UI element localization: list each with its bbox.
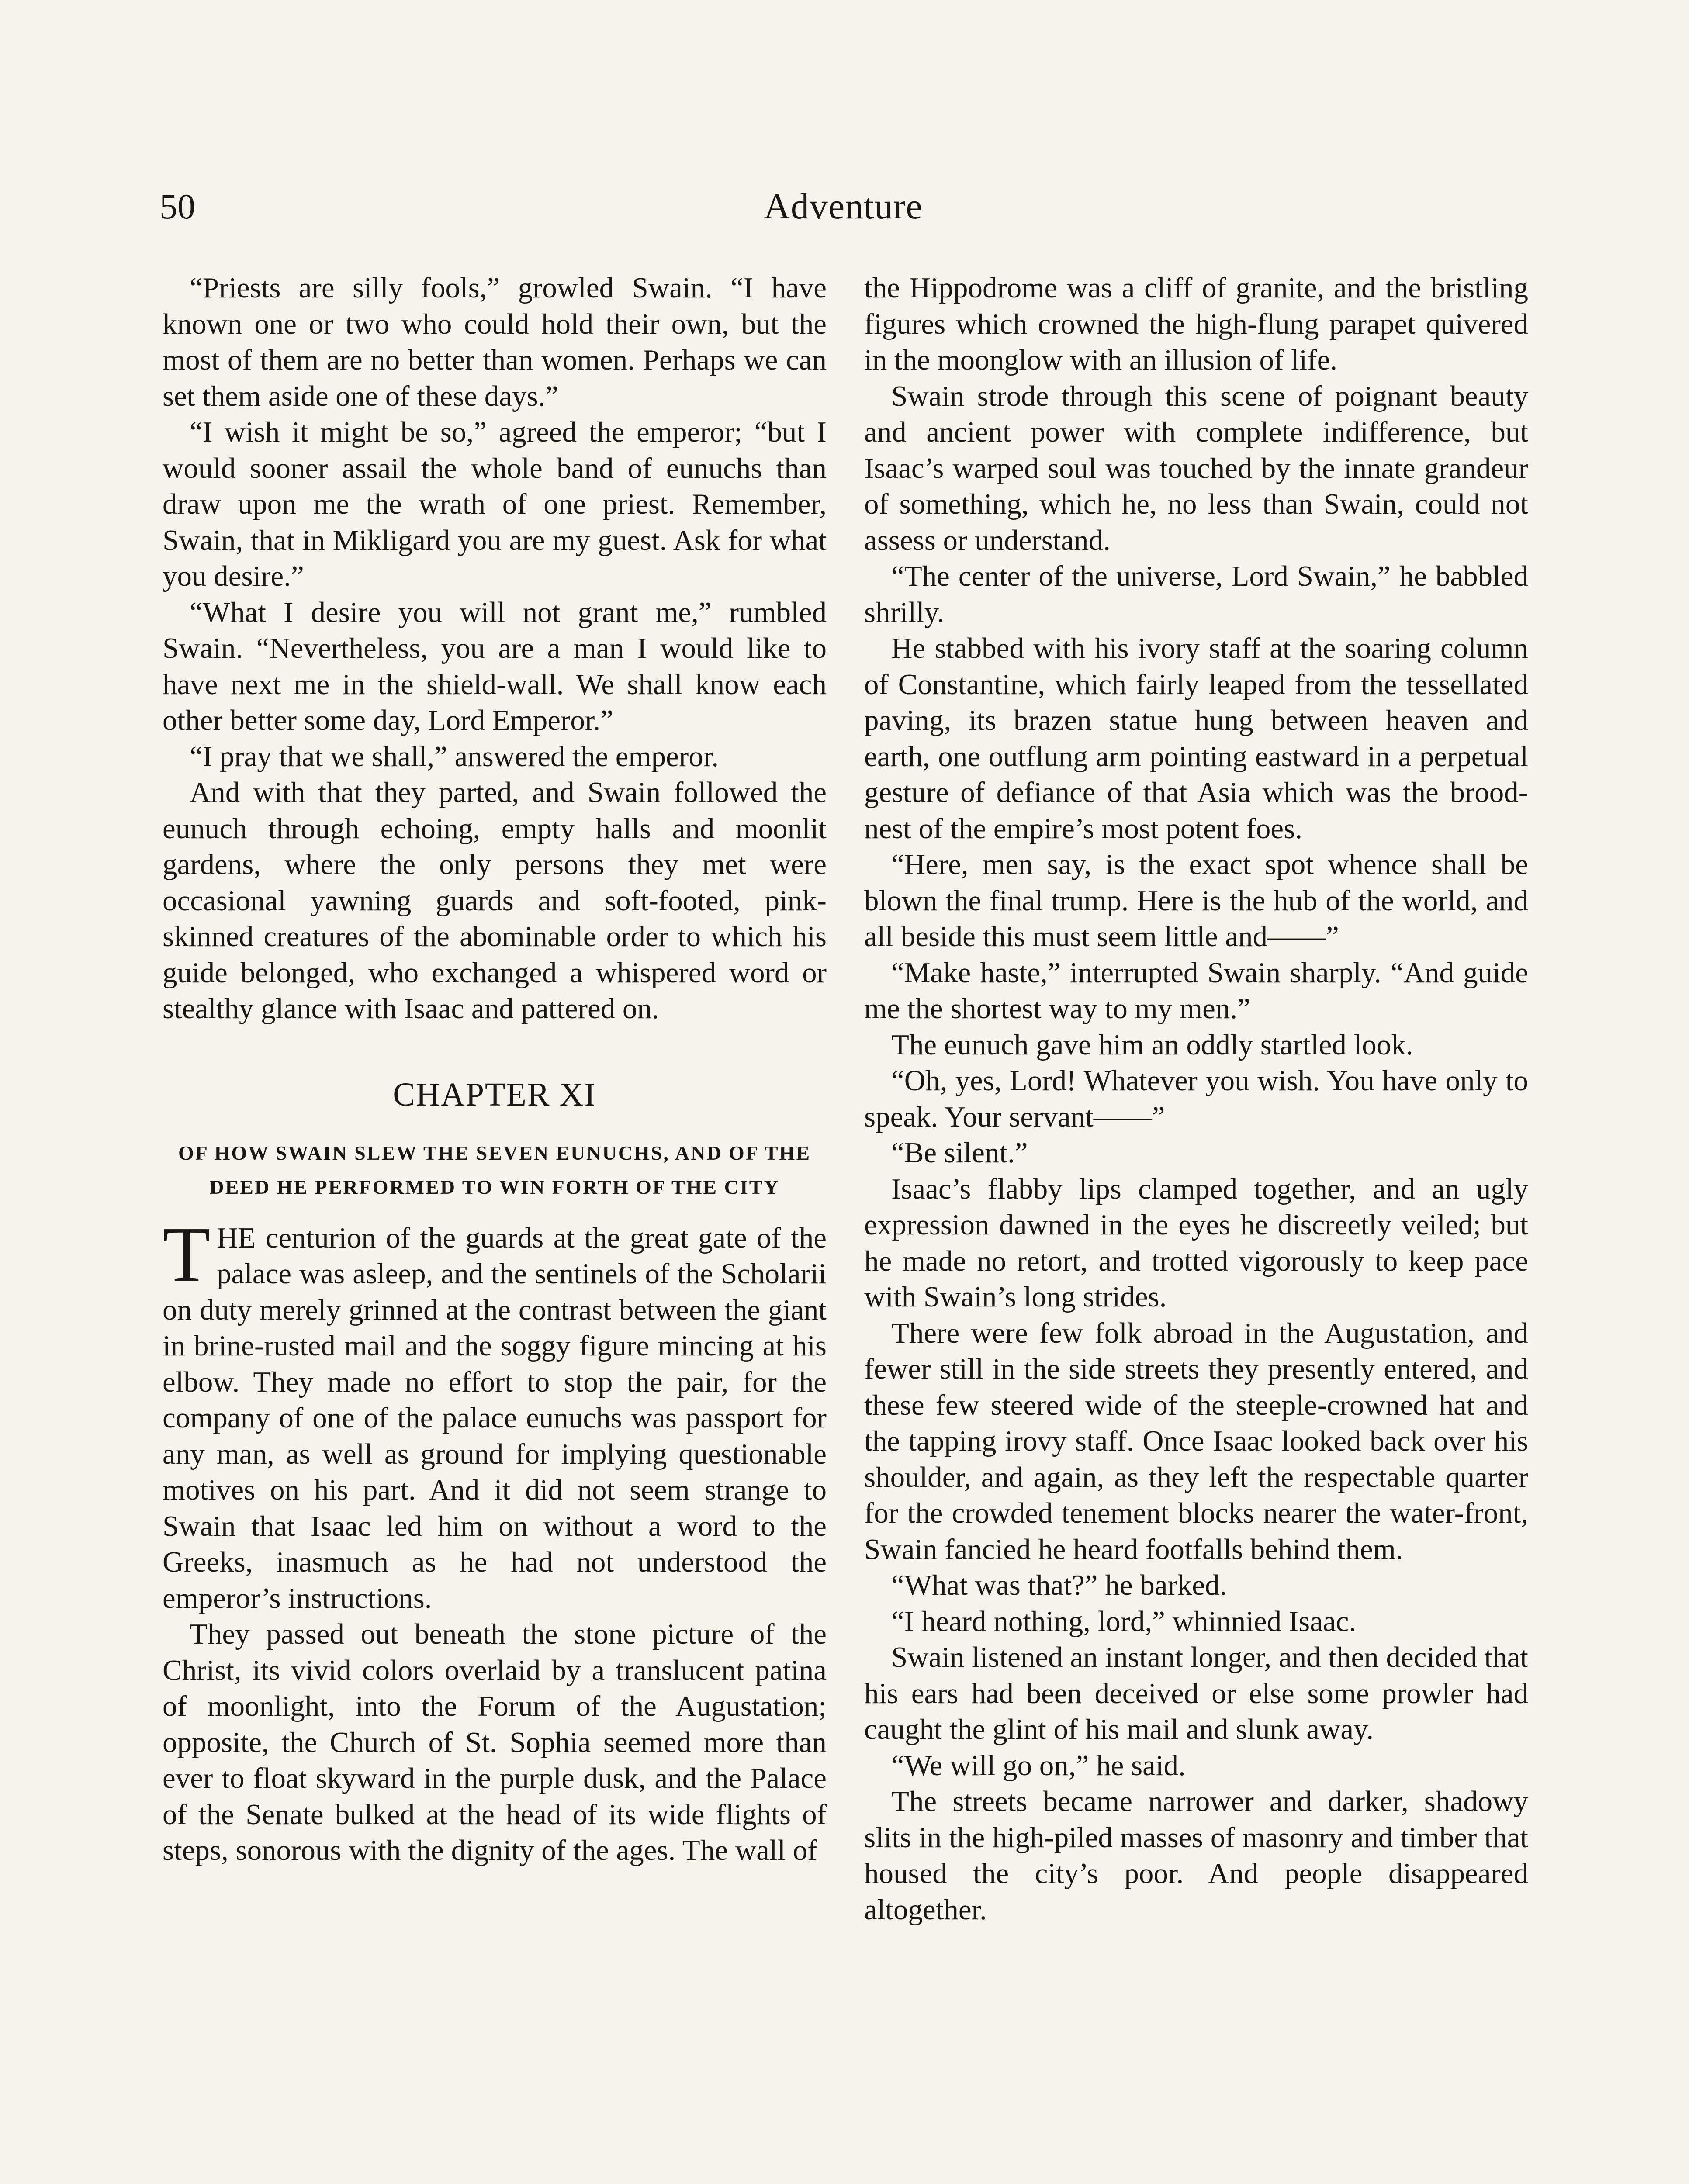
drop-cap-letter: T — [163, 1210, 211, 1298]
paragraph: Swain strode through this scene of poignant beauty and ancient power with complete indifference, but Isaac’s warped soul was touched by the innate grandeur of something, which he, no less than Swain, could not assess or understand. — [864, 380, 1528, 556]
dropcap-paragraph — [163, 1210, 827, 1617]
paragraph: The streets became narrower and darker, shadowy slits in the high-piled masses of masonry and timber that housed the city’s poor. And people disappeared altogether. — [864, 1785, 1528, 1926]
paragraph: “What was that?” he barked. — [891, 1569, 1227, 1601]
magazine-title: Adventure — [764, 186, 923, 227]
paragraph: “We will go on,” he said. — [891, 1749, 1186, 1782]
paragraph: “Make haste,” interrupted Swain sharply. “And guide me the shortest way to my men.” — [864, 956, 1528, 1025]
left-column — [163, 270, 827, 1869]
paragraph: The eunuch gave him an oddly startled look. — [891, 1028, 1413, 1061]
continued-paragraph: the Hippodrome was a cliff of granite, and the bristling figures which crowned the high-flung parapet quivered in the moonglow with an illusion of life. — [864, 272, 1528, 376]
paragraph: “I heard nothing, lord,” whinnied Isaac. — [891, 1605, 1357, 1638]
paragraph: “What I desire you will not grant me,” rumbled Swain. “Nevertheless, you are a man I would like to have next me in the shield-wall. We shall know each other better some day, Lord Emperor.” — [163, 596, 827, 736]
page-number: 50 — [159, 187, 195, 226]
right-column — [864, 270, 1528, 1928]
paragraph: “I wish it might be so,” agreed the emperor; “but I would sooner assail the whole band of eunuchs than draw upon me the wrath of one priest. Remember, Swain, that in Mikligard you are my guest. Ask for what you desire.” — [163, 416, 827, 592]
paragraph: “Here, men say, is the exact spot whence shall be blown the final trump. Here is the hub of the world, and all beside this must seem little and——” — [864, 848, 1528, 953]
dropcap-rest: HE — [216, 1221, 256, 1254]
paragraph: And with that they parted, and Swain followed the eunuch through echoing, empty halls and moonlit gardens, where the only persons they met were occasional yawning guards and soft-footed, pink-skinned creatures of the abominable order to which his guide belonged, who exchanged a whispered word or stealthy glance with Isaac and pattered on. — [163, 776, 827, 1025]
paragraph: “Be silent.” — [891, 1137, 1028, 1169]
running-head — [159, 183, 1527, 231]
paragraph: Swain listened an instant longer, and then decided that his ears had been deceived or else some prowler had caught the glint of his mail and slunk away. — [864, 1641, 1528, 1745]
dropcap-paragraph-text: centurion of the guards at the great gate of the palace was asleep, and the sentinels of the Scholarii on duty merely grinned at the contrast between the giant in brine-rusted mail and the soggy figure mincing at his elbow. They made no effort to stop the pair, for the company of one of the palace eunuchs was passport for any man, as well as ground for implying questionable motives on his part. And it did not seem strange to Swain that Isaac led him on without a word to the Greeks, inasmuch as he had not understood the emperor’s instructions. — [163, 1221, 827, 1614]
paragraph: “Priests are silly fools,” growled Swain. “I have known one or two who could hold their own, but the most of them are no better than women. Perhaps we can set them aside one of these days.” — [163, 272, 827, 412]
chapter-subtitle: OF HOW SWAIN SLEW THE SEVEN EUNUCHS, AND OF THE DEED HE PERFORMED TO WIN FORTH OF THE CITY — [178, 1141, 811, 1198]
paragraph: They passed out beneath the stone picture of the Christ, its vivid colors overlaid by a translucent patina of moonlight, into the Forum of the Augustation; opposite, the Church of St. Sophia seemed more than ever to float skyward in the purple dusk, and the Palace of the Senate bulked at the head of its wide flights of steps, sonorous with the dignity of the ages. The wall of — [163, 1618, 827, 1866]
paragraph: Isaac’s flabby lips clamped together, and an ugly expression dawned in the eyes he discreetly veiled; but he made no retort, and trotted vigorously to keep pace with Swain’s long strides. — [864, 1172, 1528, 1313]
paragraph: He stabbed with his ivory staff at the soaring column of Constantine, which fairly leaped from the tessellated paving, its brazen statue hung between heaven and earth, one outflung arm pointing eastward in a perpetual gesture of defiance of that Asia which was the brood-nest of the empire’s most potent foes. — [864, 632, 1528, 845]
paragraph: “I pray that we shall,” answered the emperor. — [190, 740, 719, 773]
chapter-heading: CHAPTER XI — [393, 1076, 596, 1113]
paragraph: There were few folk abroad in the Augustation, and fewer still in the side streets they presently entered, and these few steered wide of the steeple-crowned hat and the tapping irovy staff. Once Isaac looked back over his shoulder, and again, as they left the respectable quarter for the crowded tenement blocks nearer the water-front, Swain fancied he heard footfalls behind them. — [864, 1317, 1528, 1565]
paragraph: “Oh, yes, Lord! Whatever you wish. You have only to speak. Your servant——” — [864, 1064, 1528, 1133]
paragraph: “The center of the universe, Lord Swain,” he babbled shrilly. — [864, 560, 1528, 629]
